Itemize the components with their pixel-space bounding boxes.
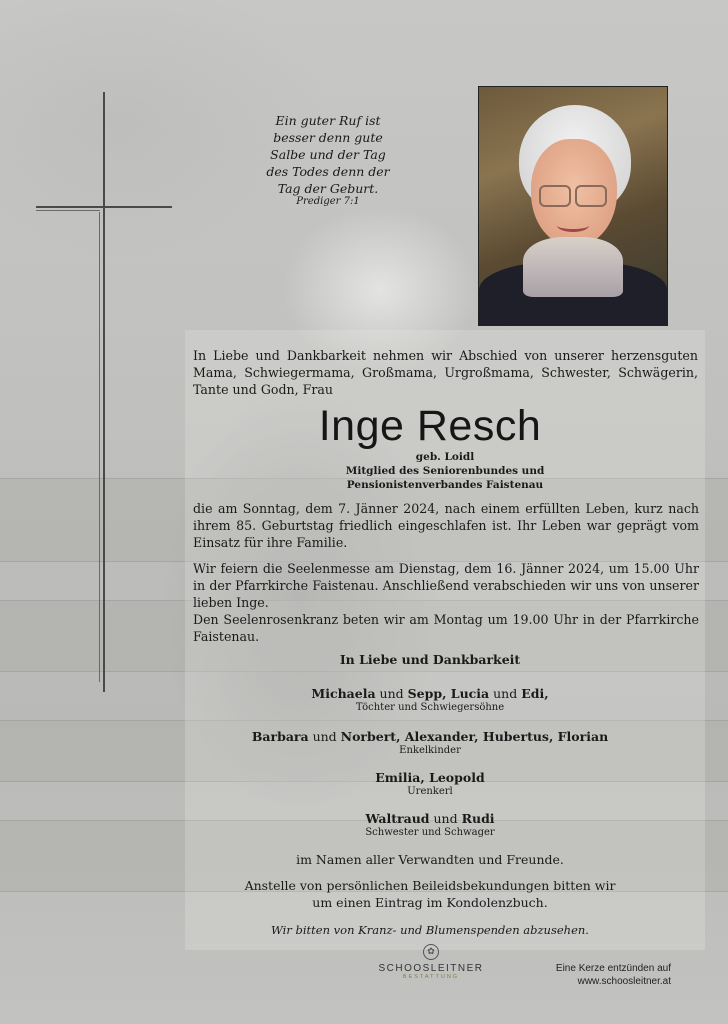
membership-line-2: Pensionistenverbandes Faistenau xyxy=(346,479,544,491)
logo-emblem-icon: ✿ xyxy=(423,944,439,960)
mourner-role: Enkelkinder xyxy=(399,745,461,756)
mourner-group: Waltraud und Rudi xyxy=(365,811,495,826)
membership-line-1: Mitglied des Seniorenbundes und xyxy=(345,465,545,477)
cross-shadow-horizontal xyxy=(36,210,100,211)
mourners-heading: In Liebe und Dankbarkeit xyxy=(339,652,521,667)
cross-shadow-vertical xyxy=(99,212,100,682)
portrait-photo xyxy=(478,86,668,326)
rosary-paragraph: Den Seelenrosenkranz beten wir am Montag um 19.00 Uhr in der Pfarrkirche Faistenau. xyxy=(193,612,699,644)
mourner-group: Emilia, Leopold xyxy=(375,770,485,785)
maiden-name: geb. Loidl xyxy=(415,451,475,463)
relatives-line: im Namen aller Verwandten und Freunde. xyxy=(296,852,564,867)
mourner-group: Michaela und Sepp, Lucia und Edi, xyxy=(311,686,549,701)
death-paragraph: die am Sonntag, dem 7. Jänner 2024, nach einem erfüllten Leben, kurz nach ihrem 85. Geburtstag friedlich eingeschlafen ist. Ihr Leben war geprägt vom Einsatz für ihre Familie. xyxy=(193,501,699,550)
quote-source: Prediger 7:1 xyxy=(296,196,360,207)
website-link[interactable]: www.schoosleitner.at xyxy=(577,976,671,987)
cross-vertical xyxy=(103,92,105,692)
bible-quote: Ein guter Ruf ist besser denn gute Salbe und der Tag des Todes denn der Tag der Geburt. xyxy=(266,113,390,196)
condolence-line-2: um einen Eintrag im Kondolenzbuch. xyxy=(312,895,548,910)
mourner-role: Schwester und Schwager xyxy=(365,827,495,838)
funeral-home-logo: ✿ SCHOOSLEITNER BESTATTUNG xyxy=(376,944,486,980)
mourner-group: Barbara und Norbert, Alexander, Hubertus, Florian xyxy=(251,729,609,744)
cross-horizontal xyxy=(36,206,172,208)
deceased-name: Inge Resch xyxy=(318,402,542,450)
condolence-line-1: Anstelle von persönlichen Beileidsbekundungen bitten wir xyxy=(244,878,616,893)
intro-text: In Liebe und Dankbarkeit nehmen wir Abschied von unserer herzensguten Mama, Schwiegermama, Großmama, Urgroßmama, Schwester, Schwägerin, Tante und Godn, Frau xyxy=(193,348,698,397)
mourner-role: Urenkerl xyxy=(407,786,453,797)
mourner-role: Töchter und Schwiegersöhne xyxy=(355,702,505,713)
flowers-note: Wir bitten von Kranz- und Blumenspenden abzusehen. xyxy=(271,923,589,937)
mass-paragraph: Wir feiern die Seelenmesse am Dienstag, dem 16. Jänner 2024, um 15.00 Uhr in der Pfarrkirche Faistenau. Anschließend verabschieden wir uns von unserer lieben Inge. xyxy=(193,561,699,610)
candle-note: Eine Kerze entzünden auf www.schoosleitner.at xyxy=(535,962,671,988)
